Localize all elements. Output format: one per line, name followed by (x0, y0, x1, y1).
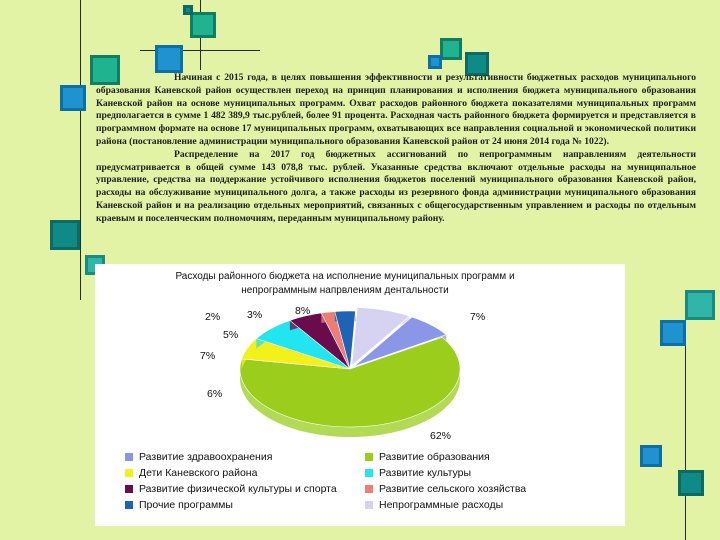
decor-square (428, 55, 442, 69)
legend-item (125, 482, 365, 496)
legend-swatch (365, 453, 373, 461)
pie-slice-label: 6% (207, 388, 223, 400)
decor-square (190, 12, 216, 38)
pie-slice-label: 8% (295, 305, 311, 317)
decor-square (60, 85, 86, 111)
legend-swatch (125, 501, 133, 509)
legend-swatch (365, 485, 373, 493)
pie-slice-label: 62% (430, 430, 452, 442)
legend-item (365, 498, 595, 512)
pie-chart-panel (95, 264, 625, 526)
decor-square (50, 220, 80, 250)
decor-square (678, 470, 704, 496)
decor-square (640, 445, 662, 467)
legend-swatch (125, 453, 133, 461)
pie-slice-label: 7% (200, 350, 216, 362)
chart-title-line-1: Расходы районного бюджета на исполнение муниципальных программ и (175, 271, 515, 282)
pie-slice-label: 7% (470, 311, 486, 323)
decor-square (685, 290, 715, 320)
chart-legend (125, 450, 595, 512)
chart-title-line-2: непрограммным напрвлениям дентальности (241, 285, 449, 296)
legend-swatch (125, 469, 133, 477)
legend-label: Непрограммные расходы (379, 499, 504, 511)
pie-slice-label: 2% (205, 311, 221, 323)
pie-slice-label: 5% (223, 329, 239, 341)
decor-square (155, 45, 183, 73)
legend-item (125, 450, 365, 464)
legend-label: Развитие культуры (379, 467, 472, 479)
legend-item (365, 482, 595, 496)
legend-swatch (125, 485, 133, 493)
paragraph-nonprogram-expenses: Распределение на 2017 год бюджетных ассигнований по непрограммным направлениям деятельности предусматривается в общей сумме 143 078,8 тыс. рублей. Указанные средства включают отдельные расходы на муниципальное управление, средства на поддержание устойчивого исполнения бюджетов поселений муниципального образования Каневской район, расходы на обслуживание муниципального долга, а также расходы из резервного фонда администрации муниципального образования Каневской район и на реализацию отдельных мероприятий, связанных с общегосударственным управлением и расходы по отдельным краевым и поселенческим полномочиям, переданным муниципальному району. (96, 148, 696, 224)
decor-vertical-line-left (80, 0, 81, 300)
legend-swatch (365, 469, 373, 477)
legend-label: Развитие здравоохранения (139, 451, 273, 463)
legend-item (365, 466, 595, 480)
legend-swatch (365, 501, 373, 509)
legend-item (365, 450, 595, 464)
pie-slice-label: 3% (247, 309, 263, 321)
legend-item (125, 498, 365, 512)
legend-label: Развитие образования (379, 451, 490, 463)
budget-description-text (96, 72, 696, 226)
decor-square (660, 320, 686, 346)
decor-vertical-line-right (685, 340, 686, 540)
legend-label: Прочие программы (139, 499, 233, 511)
legend-label: Дети Каневского района (139, 467, 258, 479)
decor-square (440, 38, 462, 60)
legend-label: Развитие физической культуры и спорта (139, 483, 337, 495)
paragraph-program-budget: Начиная с 2015 года, в целях повышения эффективности и результативности бюджетных расходов муниципального образования Каневской район осуществлен переход на принцип планирования и исполнения бюджета муниципального образования Каневской район на основе муниципальных программ. Охват расходов районного бюджета показателями муниципальных программ предполагается в сумме 1 482 389,9 тыс.рублей, более 91 процента. Расходная часть районного бюджета формируется и представляется в программном формате на основе 17 муниципальных программ, охватывающих все направления социальной и экономической политики района (постановление администрации муниципального образования Каневской район от 24 июня 2014 года № 1022). (96, 72, 696, 147)
decor-square (183, 5, 193, 15)
legend-item (125, 466, 365, 480)
legend-label: Развитие сельского хозяйства (379, 483, 527, 495)
